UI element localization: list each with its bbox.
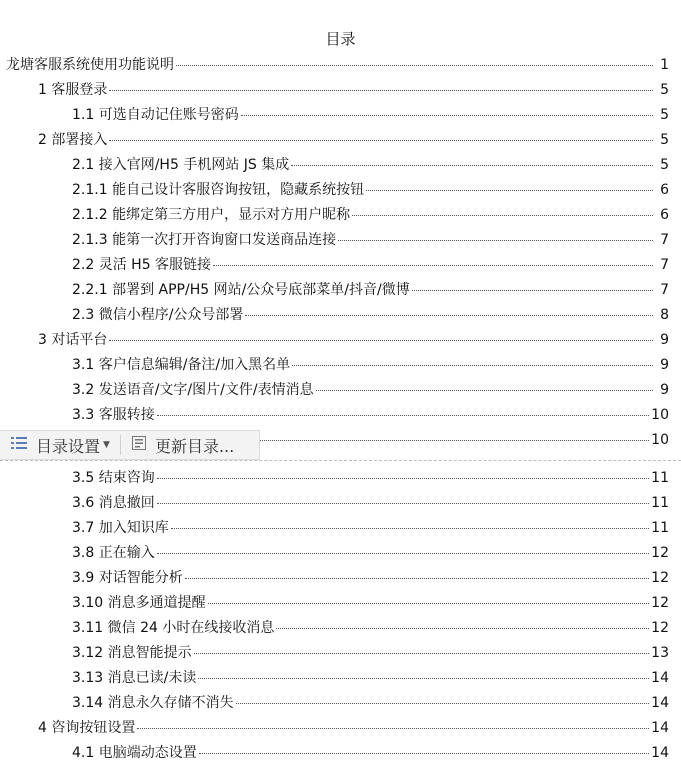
toc-entry-label: 3.12 消息智能提示 bbox=[72, 645, 192, 661]
toc-entry[interactable] bbox=[38, 78, 669, 102]
toc-entry-page: 5 bbox=[660, 132, 669, 148]
toc-entry-label: 3.8 正在输入 bbox=[72, 545, 155, 561]
dot-leader bbox=[316, 389, 653, 391]
toc-entry[interactable] bbox=[72, 403, 669, 427]
toc-entry[interactable] bbox=[72, 691, 669, 715]
toc-entry[interactable] bbox=[72, 278, 669, 302]
toc-entry[interactable] bbox=[72, 666, 669, 690]
toc-entry-page: 6 bbox=[660, 182, 669, 198]
toc-entry[interactable] bbox=[72, 103, 669, 127]
refresh-document-icon bbox=[131, 435, 147, 455]
toc-entry[interactable] bbox=[6, 53, 669, 77]
toc-entry[interactable] bbox=[72, 253, 669, 277]
toc-entry-label: 3.6 消息撤回 bbox=[72, 495, 155, 511]
toc-entry[interactable] bbox=[72, 566, 669, 590]
dot-leader bbox=[241, 114, 653, 116]
dot-leader bbox=[199, 752, 649, 754]
toc-entry-page: 8 bbox=[660, 307, 669, 323]
toc-entry[interactable] bbox=[72, 303, 669, 327]
toc-entry-label: 1 客服登录 bbox=[38, 82, 108, 98]
toc-entry[interactable] bbox=[72, 178, 669, 202]
dot-leader bbox=[109, 89, 653, 91]
toc-entry-page: 11 bbox=[651, 470, 669, 486]
toc-entry[interactable] bbox=[72, 466, 669, 490]
toc-entry-page: 14 bbox=[651, 745, 669, 761]
toc-entry[interactable] bbox=[72, 591, 669, 615]
toc-entry-page: 14 bbox=[651, 720, 669, 736]
toc-entry-page: 9 bbox=[660, 382, 669, 398]
toc-entry-label: 3 对话平台 bbox=[38, 332, 108, 348]
toc-entry[interactable] bbox=[72, 378, 669, 402]
dot-leader bbox=[171, 527, 649, 529]
toc-entry-page: 11 bbox=[651, 520, 669, 536]
toc-entry-page: 14 bbox=[651, 670, 669, 686]
toc-entry-page: 7 bbox=[660, 282, 669, 298]
dot-leader bbox=[157, 477, 649, 479]
dot-leader bbox=[236, 702, 650, 704]
toc-entry-label: 3.3 客服转接 bbox=[72, 407, 155, 423]
toc-entry-label: 4 咨询按钮设置 bbox=[38, 720, 136, 736]
dot-leader bbox=[157, 552, 649, 554]
toc-entry-page: 12 bbox=[651, 570, 669, 586]
dot-leader bbox=[291, 164, 653, 166]
toc-entry[interactable] bbox=[72, 741, 669, 765]
toc-entry[interactable] bbox=[72, 516, 669, 540]
toc-entry-label: 3.1 客户信息编辑/备注/加入黑名单 bbox=[72, 357, 291, 373]
toc-entry-page: 5 bbox=[660, 157, 669, 173]
toc-settings-label: 目录设置 bbox=[36, 436, 101, 456]
toc-entry-page: 13 bbox=[651, 645, 669, 661]
dot-leader bbox=[137, 727, 649, 729]
page-break-divider bbox=[0, 460, 681, 461]
toc-entry[interactable] bbox=[38, 128, 669, 152]
toc-entry-page: 12 bbox=[651, 620, 669, 636]
toc-entry-label: 2.1.2 能绑定第三方用户，显示对方用户昵称 bbox=[72, 207, 351, 223]
toc-entry-label: 3.11 微信 24 小时在线接收消息 bbox=[72, 620, 275, 636]
dot-leader bbox=[352, 214, 653, 216]
toc-entry[interactable] bbox=[72, 491, 669, 515]
toc-entry-label: 4.1 电脑端动态设置 bbox=[72, 745, 197, 761]
dot-leader bbox=[109, 339, 653, 341]
chevron-down-icon: ▼ bbox=[103, 440, 110, 450]
toc-entry[interactable] bbox=[72, 153, 669, 177]
toc-entry-label: 1.1 可选自动记住账号密码 bbox=[72, 107, 239, 123]
dot-leader bbox=[338, 239, 653, 241]
toc-entry-page: 1 bbox=[660, 57, 669, 73]
toc-entry-page: 11 bbox=[651, 495, 669, 511]
toc-toolbar bbox=[0, 430, 260, 460]
toc-settings-button[interactable] bbox=[0, 431, 116, 459]
toc-entry-page: 9 bbox=[660, 332, 669, 348]
toc-entry-page: 10 bbox=[651, 432, 669, 448]
dot-leader bbox=[157, 414, 649, 416]
toc-entry[interactable] bbox=[72, 641, 669, 665]
dot-leader bbox=[366, 189, 653, 191]
toc-entry-label: 3.5 结束咨询 bbox=[72, 470, 155, 486]
dot-leader bbox=[208, 602, 650, 604]
toc-entry-label: 2.2 灵活 H5 客服链接 bbox=[72, 257, 212, 273]
dot-leader bbox=[109, 139, 653, 141]
toc-entry-label: 2.3 微信小程序/公众号部署 bbox=[72, 307, 244, 323]
toc-entry-label: 3.9 对话智能分析 bbox=[72, 570, 183, 586]
toc-entry-page: 12 bbox=[651, 595, 669, 611]
toc-entry-label: 2.1.1 能自己设计客服咨询按钮，隐藏系统按钮 bbox=[72, 182, 365, 198]
update-toc-button[interactable] bbox=[125, 431, 240, 459]
toc-entry[interactable] bbox=[72, 228, 669, 252]
toc-entry-page: 5 bbox=[660, 107, 669, 123]
dot-leader bbox=[276, 627, 649, 629]
toc-entry[interactable] bbox=[72, 353, 669, 377]
toc-entry-page: 7 bbox=[660, 232, 669, 248]
dot-leader bbox=[198, 677, 649, 679]
toc-entry-page: 14 bbox=[651, 695, 669, 711]
update-toc-label: 更新目录... bbox=[154, 436, 235, 456]
toc-entry-page: 10 bbox=[651, 407, 669, 423]
dot-leader bbox=[185, 577, 649, 579]
toc-entry-page: 5 bbox=[660, 82, 669, 98]
toc-entry-label: 2 部署接入 bbox=[38, 132, 108, 148]
toc-entry[interactable] bbox=[38, 328, 669, 352]
dot-leader bbox=[157, 502, 649, 504]
dot-leader bbox=[194, 652, 650, 654]
toc-entry-label: 2.2.1 部署到 APP/H5 网站/公众号底部菜单/抖音/微博 bbox=[72, 282, 410, 298]
toc-entry[interactable] bbox=[72, 616, 669, 640]
toc-entry-page: 12 bbox=[651, 545, 669, 561]
toc-entry[interactable] bbox=[38, 716, 669, 740]
toc-entry-label: 3.10 消息多通道提醒 bbox=[72, 595, 206, 611]
dot-leader bbox=[176, 64, 653, 66]
toc-entry-label: 2.1 接入官网/H5 手机网站 JS 集成 bbox=[72, 157, 290, 173]
toc-entry-page: 7 bbox=[660, 257, 669, 273]
toc-entry[interactable] bbox=[72, 203, 669, 227]
toc-entry[interactable] bbox=[72, 541, 669, 565]
toc-entry-label: 3.7 加入知识库 bbox=[72, 520, 169, 536]
dot-leader bbox=[213, 264, 653, 266]
dot-leader bbox=[412, 289, 653, 291]
toc-title: 目录 bbox=[325, 30, 356, 48]
toc-entry-label: 3.13 消息已读/未读 bbox=[72, 670, 197, 686]
toc-entry-label: 2.1.3 能第一次打开咨询窗口发送商品连接 bbox=[72, 232, 337, 248]
dot-leader bbox=[292, 364, 653, 366]
toc-entry-page: 6 bbox=[660, 207, 669, 223]
toc-entry-page: 9 bbox=[660, 357, 669, 373]
toc-entry-label: 3.2 发送语音/文字/图片/文件/表情消息 bbox=[72, 382, 314, 398]
dot-leader bbox=[245, 314, 653, 316]
toc-entry-label: 3.14 消息永久存储不消失 bbox=[72, 695, 234, 711]
list-icon bbox=[10, 435, 28, 455]
toolbar-separator bbox=[120, 435, 121, 455]
toc-entry-label: 龙塘客服系统使用功能说明 bbox=[6, 57, 174, 73]
